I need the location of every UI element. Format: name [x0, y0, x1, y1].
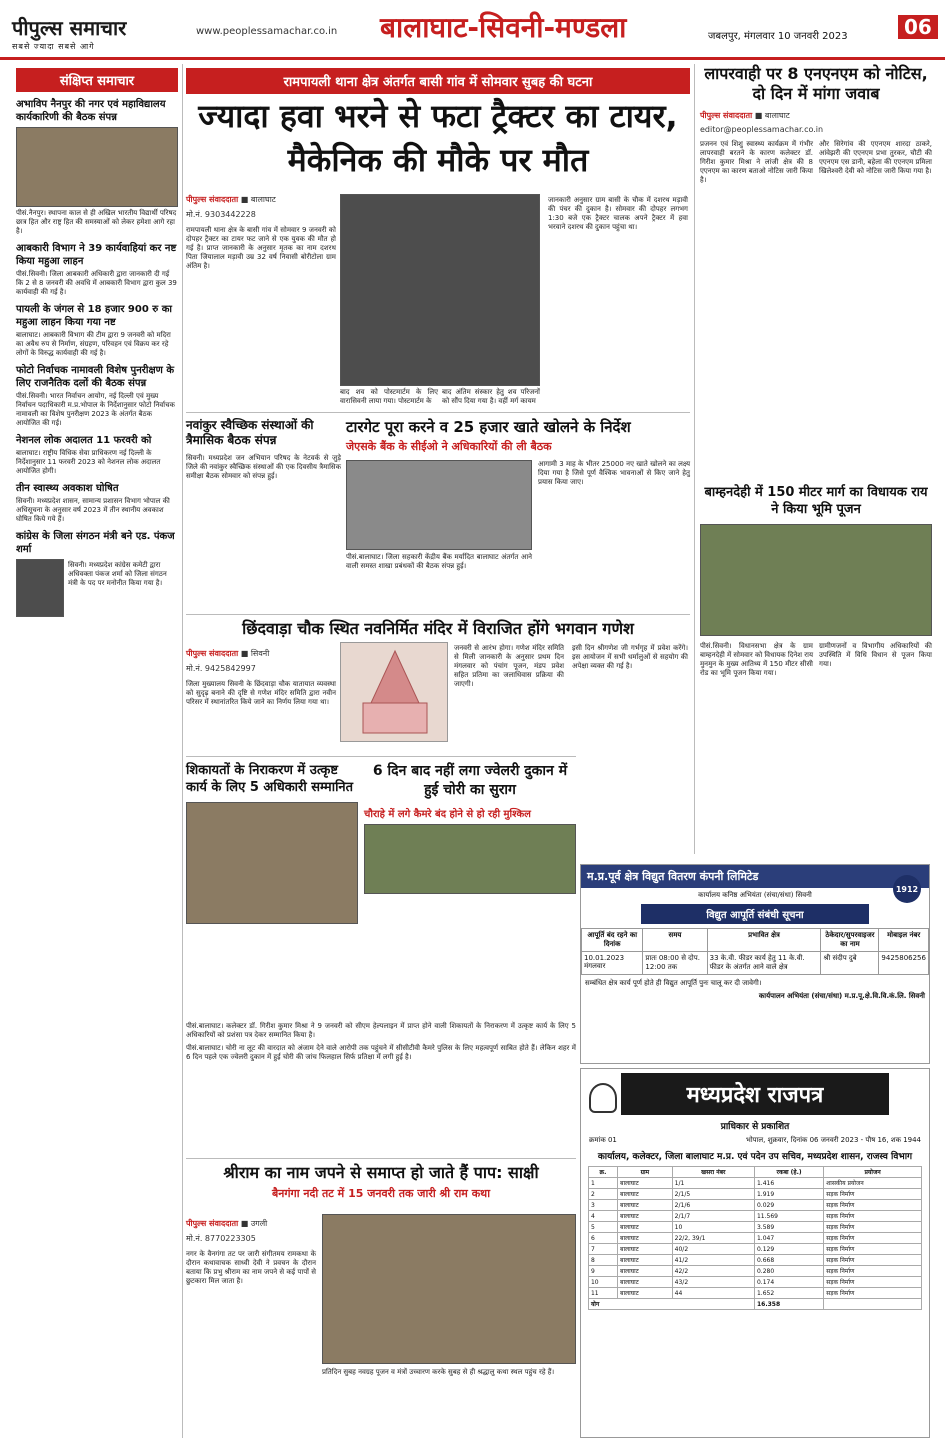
brief-text: पीसं.सिवनी। भारत निर्वाचन आयोग, नई दिल्ली एवं मुख्य निर्वाचन पदाधिकारी म.प्र.भोपाल के निर्देशानुसार फोटो निर्वाचक नामावली का विशेष पुनरीक्षण 2023 के अंतर्गत बैठक आयोजित की गई।: [16, 392, 175, 427]
katha-headline[interactable]: श्रीराम का नाम जपने से समाप्त हो जाते हैं पाप: साक्षी: [223, 1163, 539, 1182]
brief-title: पायली के जंगल से 18 हजार 900 रु का महुआ लाहन किया गया नष्ट: [16, 304, 173, 328]
power-cell: श्री संदीप दुबे: [821, 952, 879, 975]
power-band: विद्युत आपूर्ति संबंधी सूचना: [641, 904, 869, 924]
brief-title: आबकारी विभाग ने 39 कार्यवाहियां कर नष्ट किया महुआ लाहन: [16, 243, 177, 267]
gazette-header: प्रयोजन: [824, 1167, 922, 1178]
gazette-cell: 2/1/7: [672, 1211, 754, 1222]
gazette-header: क्र.: [588, 1167, 617, 1178]
theft-headline[interactable]: 6 दिन बाद नहीं लगा ज्वेलरी दुकान में हुई चोरी का सुराग: [372, 763, 568, 798]
briefs-header: संक्षिप्त समाचार: [16, 68, 178, 92]
gazette-cell: 1.416: [754, 1178, 823, 1189]
power-header: ठेकेदार/सुपरवाइजर का नाम: [821, 929, 879, 952]
gazette-cell: 6: [588, 1233, 617, 1244]
gazette-cell: 2/1/5: [672, 1189, 754, 1200]
gazette-cell: बालाघाट: [618, 1233, 673, 1244]
nhm-email[interactable]: editor@peoplessamachar.co.in: [700, 125, 824, 134]
lead-headline[interactable]: ज्यादा हवा भरने से फटा ट्रैक्टर का टायर, मैकेनिक की मौके पर मौत: [198, 97, 678, 179]
lead-body: रामपायली थाना क्षेत्र के बासी गांव में सोमवार 9 जनवरी को दोपहर ट्रैक्टर का टायर फट जाने से एक युवक की मौत हो गई है। प्राप्त जानकारी के अनुसार मृतक का नाम दशरथ पिता जियालाल मड़ावी उम्र 32 वर्ष निवासी बोरीटोला ग्राम अंतिम है।: [186, 226, 336, 270]
katha-caption-box: प्रतिदिन सुबह नवग्रह पूजन व मंत्रों उच्चारण करके सुबह से ही श्रद्धालु कथा स्थल पहुंच रहे हैं।: [322, 1368, 555, 1376]
gazette-cell: 41/2: [672, 1255, 754, 1266]
lead-mobile: मो.नं. 9303442228: [186, 210, 256, 219]
gazette-cell: 0.129: [754, 1244, 823, 1255]
award-caption: पीसं.बालाघाट। कलेक्टर डॉ. गिरीश कुमार मिश्रा ने 9 जनवरी को सीएम हेल्पलाइन में प्राप्त होने वाली शिकायतों के निराकरण में उत्कृष्ट कार्य के लिए 5 अधिकारियों को प्रशंसा पत्र देकर सम्मानित किया है।: [186, 1022, 576, 1039]
gazette-cell: बालाघाट: [618, 1255, 673, 1266]
gazette-rows: [588, 1178, 921, 1299]
katha-photo: [322, 1214, 576, 1364]
dateline: जबलपुर, मंगलवार 10 जनवरी 2023: [708, 31, 848, 42]
gazette-title: मध्यप्रदेश राजपत्र: [621, 1073, 889, 1115]
column-divider: [182, 64, 183, 1438]
gazette-total-row: [588, 1299, 921, 1310]
power-header: समय: [643, 929, 707, 952]
section-divider: [186, 1158, 576, 1159]
gazette-cell: 22/2, 39/1: [672, 1233, 754, 1244]
bank-caption: पीसं.बालाघाट। जिला सहकारी केंद्रीय बैंक मर्यादित बालाघाट अंतर्गत आने वाली समस्त शाखा प्रबंधकों की बैठक संपन्न हुई।: [346, 553, 532, 570]
theft-subhead-box: [364, 806, 576, 894]
portrait-photo: [16, 559, 64, 617]
power-header: आपूर्ति बंद रहने का दिनांक: [582, 929, 643, 952]
brief-title: तीन स्वास्थ्य अवकाश घोषित: [16, 483, 119, 494]
power-header: मोबाइल नंबर: [879, 929, 929, 952]
gazette-cell: 7: [588, 1244, 617, 1255]
table-row: [588, 1233, 921, 1244]
section-divider: [186, 756, 576, 757]
katha-body: नगर के वैनगंगा तट पर जारी संगीतमय रामकथा के दौरान कथावाचक साध्वी देवी ने प्रवचन के दौरान बताया कि प्रभु श्रीराम का नाम जपने से कई पापों से छुटकारा मिल जाता है।: [186, 1250, 316, 1285]
theft-story: [364, 762, 576, 800]
nhm-body-2: और सिरेगांव की एएनएम शारदा ठाकरे, आंवेझरी की एएनएम प्रभा तुरकर, चौटी की एएनएम एस डानी, बहेला की एएनएम प्रमिला खिलेश्वरी देवी को नोटिस जारी किया गया है।: [819, 140, 932, 175]
gazette-cell: 5: [588, 1222, 617, 1233]
road-body: ग्रामीणजनों व विभागीय अधिकारियों की उपस्थिति में विधि विधान से पूजन किया गया।: [819, 642, 932, 668]
road-story: [700, 484, 932, 678]
gazette-cell: 11: [588, 1288, 617, 1299]
bank-story: [346, 418, 690, 571]
table-row: [588, 1244, 921, 1255]
award-story: [186, 762, 358, 924]
gazette-cell: बालाघाट: [618, 1178, 673, 1189]
table-row: [588, 1189, 921, 1200]
power-office: कार्यालय कनिष्ठ अभियंता (संचा/संधा) सिवनी: [698, 891, 812, 899]
gazette-notice: [580, 1068, 930, 1438]
bank-headline[interactable]: टारगेट पूरा करने व 25 हजार खाते खोलने के निर्देश: [346, 418, 631, 436]
power-table: [581, 928, 929, 975]
gazette-header: रकबा (हे.): [754, 1167, 823, 1178]
power-note: सम्बंधित क्षेत्र कार्य पूर्ण होते ही विद्युत आपूर्ति पुनः चालू कर दी जावेगी।: [585, 979, 762, 987]
gazette-cell: 3: [588, 1200, 617, 1211]
power-cell: प्रातः 08:00 से दोप. 12:00 तक: [643, 952, 707, 975]
gazette-cell: 9: [588, 1266, 617, 1277]
table-row: [588, 1266, 921, 1277]
section-divider: [186, 614, 690, 615]
lead-kicker: रामपायली थाना क्षेत्र अंतर्गत बासी गांव में सोमवार सुबह की घटना: [186, 68, 690, 94]
gazette-cell: 1.919: [754, 1189, 823, 1200]
brief-item: [16, 434, 178, 476]
gazette-cell: 44: [672, 1288, 754, 1299]
theft-subhead: चौराहे में लगे कैमरे बंद होने से हो रही मुश्किल: [364, 809, 531, 820]
gazette-sub: प्राधिकार से प्रकाशित: [720, 1122, 790, 1132]
brand-name: पीपुल्स समाचार: [12, 16, 127, 40]
table-row: [588, 1178, 921, 1189]
power-title: म.प्र.पूर्व क्षेत्र विद्युत वितरण कंपनी लिमिटेड: [581, 865, 929, 888]
lead-caption-1: बाद शव को पोस्टमार्टम के लिए वारासिवनी लाया गया। पोस्टमार्टम के: [340, 388, 438, 405]
nhm-body: प्रजनन एवं शिशु स्वास्थ्य कार्यक्रम में गंभीर लापरवाही बरतने के कारण कलेक्टर डॉ. गिरीश कुमार मिश्रा ने लांजी क्षेत्र की 8 एएनएम का कारण बताओ नोटिस जारी किया है।: [700, 140, 813, 184]
cooperative-body: सिवनी। मध्यप्रदेश जन अभियान परिषद के नेटवर्क से जुड़े जिले की नवांकुर स्वैच्छिक संस्थाओं की एक दिवसीय त्रैमासिक समीक्षा बैठक सोमवार को संपन्न हुई।: [186, 454, 341, 480]
temple-body: जिला मुख्यालय सिवनी के छिंदवाड़ा चौक यातायात व्यवस्था को सुदृढ़ बनाने की दृष्टि से गणेश मंदिर समिति द्वारा नवीन परिसर में स्थानांतरित किये जाने का निर्णय लिया गया था।: [186, 680, 336, 706]
lead-left-col: [186, 190, 336, 271]
helpline-badge: 1912: [893, 875, 921, 903]
power-cell: 10.01.2023 मंगलवार: [582, 952, 643, 975]
award-headline[interactable]: शिकायतों के निराकरण में उत्कृष्ट कार्य के लिए 5 अधिकारी सम्मानित: [186, 763, 354, 795]
brief-item: [16, 242, 178, 297]
gazette-cell: बालाघाट: [618, 1266, 673, 1277]
brief-photo: [16, 127, 178, 207]
gazette-cell: 1.047: [754, 1233, 823, 1244]
temple-mobile: मो.नं. 9425842997: [186, 664, 256, 673]
gazette-cell: बालाघाट: [618, 1222, 673, 1233]
brief-item: [16, 98, 178, 236]
bank-photo: [346, 460, 532, 550]
bank-body: आगामी 3 माह के भीतर 25000 नए खाते खोलने का लक्ष्य दिया गया है जिसे पूर्ण वैश्विक भावनाओं से किए जाने हेतु प्रयास किया जाए।: [538, 460, 690, 486]
gazette-cell: 10: [588, 1277, 617, 1288]
gazette-cell: 4: [588, 1211, 617, 1222]
gazette-cell: 8: [588, 1255, 617, 1266]
lead-byline: पीपुल्स संवाददाता ■ बालाघाट: [186, 195, 276, 204]
gazette-cell: 0.668: [754, 1255, 823, 1266]
gazette-table: [588, 1166, 922, 1310]
award-photo: [186, 802, 358, 924]
nhm-headline[interactable]: लापरवाही पर 8 एनएनएम को नोटिस, दो दिन में मांगा जवाब: [704, 64, 928, 103]
gazette-cell: बालाघाट: [618, 1200, 673, 1211]
gazette-cell: 1.652: [754, 1288, 823, 1299]
brief-text: पीसं.सिवनी। जिला आबकारी अधिकारी द्वारा जानकारी दी गई कि 2 से 8 जनवरी की अवधि में आबकारी विभाग द्वारा कुल 39 कार्यवाही की गई है।: [16, 270, 177, 296]
brief-item: [16, 530, 178, 617]
state-emblem-icon: [589, 1083, 617, 1113]
gazette-cell: 3.589: [754, 1222, 823, 1233]
gazette-cell: बालाघाट: [618, 1277, 673, 1288]
theft-body-box: [186, 1022, 576, 1062]
power-header: प्रभावित क्षेत्र: [707, 929, 821, 952]
bank-subhead: जेएसके बैंक के सीईओ ने अधिकारियों की ली बैठक: [346, 440, 552, 453]
theft-photo: [364, 824, 576, 894]
katha-left-col: [186, 1214, 316, 1286]
temple-headline[interactable]: छिंदवाड़ा चौक स्थित नवनिर्मित मंदिर में विराजित होंगे भगवान गणेश: [242, 619, 634, 638]
lead-right-col: जानकारी अनुसार ग्राम बासी के चौक में दशरथ मड़ावी की पंचर की दुकान है। सोमवार की दोपहर लगभग 1:30 बजे एक ट्रैक्टर चालक अपने ट्रैक्टर में हवा भरवाने दशरथ की दुकान पहुंचा था।: [548, 196, 688, 231]
gazette-cell: बालाघाट: [618, 1244, 673, 1255]
gazette-cell: सड़क निर्माण: [824, 1233, 922, 1244]
road-headline[interactable]: बाम्हनदेही में 150 मीटर मार्ग का विधायक राय ने किया भूमि पूजन: [704, 485, 928, 517]
gazette-cell: सड़क निर्माण: [824, 1255, 922, 1266]
road-caption: पीसं.सिवनी। विधानसभा क्षेत्र के ग्राम बाम्हनदेही में सोमवार को विधायक दिनेश राय मुनमुन के मुख्य आतिथ्य में 150 मीटर सीसी रोड का भूमि पूजन किया गया।: [700, 642, 813, 677]
table-row: [588, 1255, 921, 1266]
gazette-cell: 42/2: [672, 1266, 754, 1277]
brief-text: बालाघाट। आबकारी विभाग की टीम द्वारा 9 जनवरी को मदिरा का अवैध रुप से निर्माण, संग्रहण, परिवहन एवं विक्रय कर रहे लोगों के विरुद्ध कार्यवाही की गई है।: [16, 331, 171, 357]
gazette-cell: बालाघाट: [618, 1211, 673, 1222]
gazette-cell: 1: [588, 1178, 617, 1189]
temple-mid-col: जनवरी से आरंभ होगा। गणेश मंदिर समिति से मिली जानकारी के अनुसार प्रथम दिन मंगलवार को पंचांग पूजन, मंडप प्रवेश सहित प्रतिमा का जलाधिवास प्रक्रिया की जाएगी।: [454, 644, 564, 688]
table-row: [582, 952, 929, 975]
power-notice: [580, 864, 930, 1064]
brief-item: [16, 364, 178, 428]
temple-shikhara-icon: [341, 643, 449, 743]
table-row: [588, 1288, 921, 1299]
gazette-cell: 2: [588, 1189, 617, 1200]
brief-text: पीसं.नैनपुर। स्थापना काल से ही अखिल भारतीय विद्यार्थी परिषद छात्र हित और राष्ट्र हित की समस्याओं को लेकर हमेशा आगे रहा है।: [16, 209, 177, 235]
power-cell: 33 के.वी. फीडर कार्य हेतु 11 के.वी. फीडर के अंतर्गत आने वाले क्षेत्र: [707, 952, 821, 975]
website-url[interactable]: www.peoplessamachar.co.in: [196, 26, 338, 37]
gazette-total: 16.358: [754, 1299, 823, 1310]
temple-story: [186, 620, 690, 638]
section-divider: [186, 412, 690, 413]
gazette-cell: सड़क निर्माण: [824, 1211, 922, 1222]
katha-byline: पीपुल्स संवाददाता ■ उगली: [186, 1219, 268, 1228]
gazette-cell: बालाघाट: [618, 1288, 673, 1299]
temple-left-col: [186, 644, 336, 707]
brand-tagline: सबसे ज्यादा सबसे आगे: [12, 42, 95, 51]
gazette-cell: बालाघाट: [618, 1189, 673, 1200]
lead-caption-2: बाद अंतिम संस्कार हेतु शव परिजनों को सौंप दिया गया है। वहीं मर्ग कायम: [442, 388, 540, 405]
gazette-cell: सड़क निर्माण: [824, 1244, 922, 1255]
gazette-cell: 10: [672, 1222, 754, 1233]
gazette-cell: 0.029: [754, 1200, 823, 1211]
brief-text: सिवनी। मध्यप्रदेश शासन, सामान्य प्रशासन विभाग भोपाल की अधिसूचना के अनुसार वर्ष 2023 में तीन स्थानीय अवकाश घोषित किये गये हैं।: [16, 497, 170, 523]
gazette-number: क्रमांक 01: [589, 1136, 617, 1144]
cooperative-headline[interactable]: नवांकुर स्वैच्छिक संस्थाओं की त्रैमासिक बैठक संपन्न: [186, 418, 314, 447]
brief-title: कांग्रेस के जिला संगठन मंत्री बने एड. पंकज शर्मा: [16, 531, 175, 555]
gazette-cell: 1/1: [672, 1178, 754, 1189]
katha-story: [186, 1164, 576, 1201]
power-cell: 9425806256: [879, 952, 929, 975]
gazette-cell: सड़क निर्माण: [824, 1189, 922, 1200]
brand-logo: [12, 14, 126, 52]
gazette-date: भोपाल, शुक्रवार, दिनांक 06 जनवरी 2023 - पौष 16, शक 1944: [745, 1136, 921, 1144]
briefs-column: [16, 68, 178, 617]
temple-right-col: इसी दिन श्रीगणेश जी गर्भगृह में प्रवेश करेंगे। इस आयोजन में सभी धर्मालुओं से सहयोग की अपेक्षा व्यक्त की गई है।: [572, 644, 688, 670]
gazette-cell: शासकीय प्रयोजन: [824, 1178, 922, 1189]
gazette-cell: 40/2: [672, 1244, 754, 1255]
brief-title: नेशनल लोक अदालत 11 फरवरी को: [16, 435, 152, 446]
region-title: बालाघाट-सिवनी-मण्डला: [380, 11, 627, 44]
brief-item: [16, 303, 178, 358]
road-photo: [700, 524, 932, 636]
nhm-story: [700, 64, 932, 185]
brief-text: सिवनी। मध्यप्रदेश कांग्रेस कमेटी द्वारा अधिवक्ता पंकज शर्मा को जिला संगठन मंत्री के पद पर मनोनीत किया गया है।: [68, 561, 167, 587]
lead-photo: [340, 194, 540, 386]
gazette-office: कार्यालय, कलेक्टर, जिला बालाघाट म.प्र. एवं पदेन उप सचिव, मध्यप्रदेश शासन, राजस्व विभाग: [597, 1152, 913, 1162]
gazette-cell: सड़क निर्माण: [824, 1222, 922, 1233]
page-number: 06: [898, 15, 938, 39]
theft-body: पीसं.बालाघाट। चोरी ना लूट की वारदात को अंजाम देने वाले आरोपी तक पहुंचने में सीसीटीवी कैमरे पुलिस के लिए महत्वपूर्ण साबित होते हैं। लेकिन शहर में 6 दिन पहले एक ज्वेलरी दुकान में हुई चोरी की जांच फिलहाल सिर्फ प्रतिक्षा में लगी हुई है।: [186, 1044, 576, 1061]
brief-text: बालाघाट। राष्ट्रीय विधिक सेवा प्राधिकरण नई दिल्ली के निर्देशानुसार 11 फरवरी 2023 को नेशनल लोक अदालत आयोजित होगी।: [16, 449, 161, 475]
katha-mobile: मो.नं. 8770223305: [186, 1234, 256, 1243]
table-row: [588, 1222, 921, 1233]
masthead: [0, 0, 945, 60]
temple-byline: पीपुल्स संवाददाता ■ सिवनी: [186, 649, 270, 658]
table-row: [588, 1277, 921, 1288]
brief-title: फोटो निर्वाचक नामावली विशेष पुनरीक्षण के लिए राजनैतिक दलों की बैठक संपन्न: [16, 365, 175, 389]
column-divider: [694, 64, 695, 854]
gazette-cell: 2/1/6: [672, 1200, 754, 1211]
power-signoff: कार्यपालन अभियंता (संचा/संधा) म.प्र.पू.क्षे.वि.वि.कं.लि. सिवनी: [758, 992, 925, 1000]
nhm-byline: पीपुल्स संवाददाता ■ बालाघाट: [700, 111, 790, 120]
gazette-cell: 43/2: [672, 1277, 754, 1288]
gazette-cell: सड़क निर्माण: [824, 1288, 922, 1299]
gazette-cell: सड़क निर्माण: [824, 1200, 922, 1211]
cooperative-story: [186, 418, 341, 481]
gazette-cell: 0.280: [754, 1266, 823, 1277]
table-row: [588, 1200, 921, 1211]
gazette-cell: 11.569: [754, 1211, 823, 1222]
gazette-header: ग्राम: [618, 1167, 673, 1178]
gazette-total-label: योग: [588, 1299, 754, 1310]
brief-title: अभाविप नैनपुर की नगर एवं महाविद्यालय कार्यकारिणी की बैठक संपन्न: [16, 99, 166, 123]
gazette-cell: सड़क निर्माण: [824, 1266, 922, 1277]
brief-item: [16, 482, 178, 524]
gazette-cell: 0.174: [754, 1277, 823, 1288]
temple-photo: [340, 642, 448, 742]
gazette-header: खसरा नंबर: [672, 1167, 754, 1178]
table-row: [588, 1211, 921, 1222]
gazette-cell: सड़क निर्माण: [824, 1277, 922, 1288]
katha-subhead: बैनगंगा नदी तट में 15 जनवरी तक जारी श्री राम कथा: [271, 1187, 491, 1200]
